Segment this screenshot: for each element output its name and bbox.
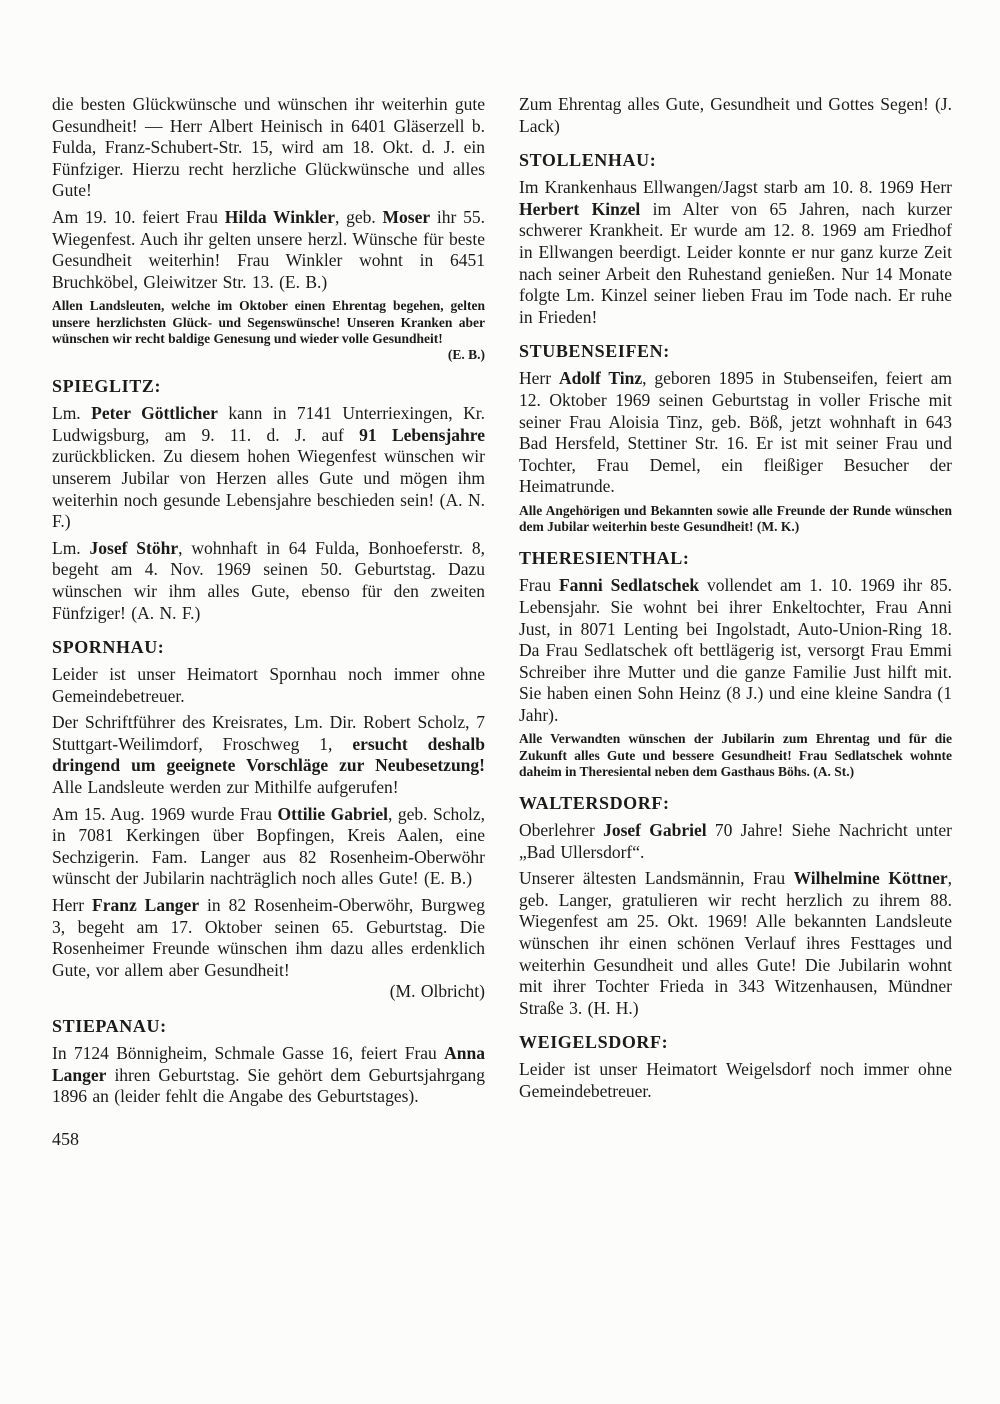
emphasized-name: Franz Langer	[92, 895, 200, 916]
right-column	[519, 94, 952, 1113]
emphasized-name: Hilda Winkler	[224, 206, 335, 227]
section-heading: SPIEGLITZ:	[52, 376, 162, 397]
paragraph: Herr Franz Langer in 82 Rosenheim-Oberwöhr, Burgweg 3, begeht am 17. Oktober seinen 65. Geburtstag. Die Rosenheimer Freunde wünschen ihm dazu alles erdenklich Gute, vor allem aber Gesundheit! (M. Olbricht)	[52, 895, 485, 1002]
paragraph: Unserer ältesten Landsmännin, Frau Wilhelmine Köttner, geb. Langer, gratulieren wir recht herzlich zu ihrem 88. Wiegenfest am 25. Okt. 1969! Alle bekannten Landsleute wünschen ihr einen schönen Verlauf ihres Festtages und weiterhin Gesundheit und alles Gute! Die Jubilarin wohnt mit ihrer Tochter Frieda in 343 Witzenhausen, Mündner Straße 3. (H. H.)	[519, 868, 952, 1018]
emphasized-name: Peter Göttlicher	[91, 403, 218, 424]
paragraph: Der Schriftführer des Kreisrates, Lm. Dir. Robert Scholz, 7 Stuttgart-Weilimdorf, Froschweg 1, ersucht deshalb dringend um geeignete Vorschläge zur Neubesetzung! Alle Landsleute werden zur Mithilfe aufgerufen!	[52, 712, 485, 798]
emphasized-name: 91 Lebensjahre	[359, 424, 485, 445]
fine-print-paragraph: Alle Angehörigen und Bekannten sowie alle Freunde der Runde wünschen dem Jubilar weiterhin beste Gesundheit! (M. K.)	[519, 502, 952, 535]
paragraph: Im Krankenhaus Ellwangen/Jagst starb am 10. 8. 1969 Herr Herbert Kinzel im Alter von 65 Jahren, nach kurzer schwerer Krankheit. Er wurde am 12. 8. 1969 am Friedhof in Ellwangen beerdigt. Leider konnte er nur ganz kurze Zeit nach seiner Arbeit den Ruhestand genießen. Nur 14 Monate folgte Lm. Kinzel seiner lieben Frau im Tode nach. Er ruhe in Frieden!	[519, 177, 952, 327]
left-column	[52, 94, 485, 1113]
emphasized-name: ersucht deshalb dringend um geeignete Vorschläge zur Neubesetzung!	[52, 733, 485, 776]
emphasized-name: Anna Langer	[52, 1043, 485, 1085]
emphasized-name: Wilhelmine Köttner	[793, 868, 948, 889]
section-heading: THERESIENTHAL:	[519, 548, 690, 569]
section-heading: WALTERSDORF:	[519, 793, 670, 814]
emphasized-name: Moser	[382, 206, 431, 227]
paragraph: Frau Fanni Sedlatschek vollendet am 1. 10. 1969 ihr 85. Lebensjahr. Sie wohnt bei ihrer Enkeltochter, Frau Anni Just, in 8071 Lenting bei Ingolstadt, Auto-Union-Ring 18. Da Frau Sedlatschek oft bettlägerig ist, versorgt Frau Emmi Schreiber ihre Mutter und die ganze Familie Just hilft mit. Sie haben einen Sohn Heinz (8 J.) und eine kleine Sandra (1 Jahr).	[519, 575, 952, 725]
fine-print-paragraph: Allen Landsleuten, welche im Oktober einen Ehrentag begehen, gelten unsere herzlichsten Glück- und Segenswünsche! Unseren Kranken aber wünschen wir recht baldige Genesung und wieder volle Gesundheit! (E. B.)	[52, 298, 485, 362]
signature: (M. Olbricht)	[389, 981, 485, 1002]
section-heading: WEIGELSDORF:	[519, 1032, 669, 1053]
emphasized-name: Adolf Tinz	[558, 368, 643, 389]
emphasized-name: Josef Stöhr	[89, 537, 179, 558]
paragraph: Leider ist unser Heimatort Spornhau noch immer ohne Gemeindebetreuer.	[52, 664, 485, 706]
emphasized-name: Josef Gabriel	[603, 820, 707, 841]
paragraph: Lm. Josef Stöhr, wohnhaft in 64 Fulda, Bonhoeferstr. 8, begeht am 4. Nov. 1969 seinen 50. Geburtstag. Dazu wünschen wir ihm alles Gute, ebenso für den zweiten Fünfziger! (A. N. F.)	[52, 537, 485, 623]
paragraph: die besten Glückwünsche und wünschen ihr weiterhin gute Gesundheit! — Herr Albert Heinisch in 6401 Gläserzell b. Fulda, Franz-Schubert-Str. 15, wird am 18. Okt. d. J. ein Fünfziger. Hierzu recht herzliche Glückwünsche und alles Gute!	[52, 94, 485, 201]
section-heading: STUBENSEIFEN:	[519, 341, 670, 362]
paragraph: Herr Adolf Tinz, geboren 1895 in Stubenseifen, feiert am 12. Oktober 1969 seinen Geburtstag in voller Frische mit seiner Frau Aloisia Tinz, geb. Böß, jetzt wohnhaft in 643 Bad Hersfeld, Stettiner Str. 16. Er ist mit seiner Frau und Tochter, Frau Demel, ein fleißiger Besucher der Heimatrunde.	[519, 368, 952, 497]
page-number: 458	[52, 1128, 79, 1149]
signature: (E. B.)	[447, 346, 485, 362]
paragraph: Am 15. Aug. 1969 wurde Frau Ottilie Gabriel, geb. Scholz, in 7081 Kerkingen über Bopfingen, Kreis Aalen, eine Sechzigerin. Fam. Langer aus 82 Rosenheim-Oberwöhr wünscht der Jubilarin nachträglich noch alles Gute! (E. B.)	[52, 803, 485, 889]
section-heading: STIEPANAU:	[52, 1016, 167, 1036]
paragraph: Zum Ehrentag alles Gute, Gesundheit und Gottes Segen! (J. Lack)	[519, 94, 952, 136]
emphasized-name: Herbert Kinzel	[519, 198, 641, 219]
emphasized-name: Fanni Sedlatschek	[558, 575, 700, 596]
paragraph: Oberlehrer Josef Gabriel 70 Jahre! Siehe Nachricht unter „Bad Ullersdorf“.	[519, 820, 952, 862]
paragraph: Leider ist unser Heimatort Weigelsdorf noch immer ohne Gemeindebetreuer.	[519, 1059, 952, 1102]
emphasized-name: Ottilie Gabriel	[277, 803, 388, 824]
section-heading: SPORNHAU:	[52, 637, 165, 658]
paragraph: Am 19. 10. feiert Frau Hilda Winkler, geb. Moser ihr 55. Wiegenfest. Auch ihr gelten unsere herzl. Wünsche für beste Gesundheit weiterhin! Frau Winkler wohnt in 6451 Bruchköbel, Gleiwitzer Str. 13. (E. B.)	[52, 206, 485, 292]
paragraph: Lm. Peter Göttlicher kann in 7141 Unterriexingen, Kr. Ludwigsburg, am 9. 11. d. J. auf 91 Lebensjahre zurückblicken. Zu diesem hohen Wiegenfest wünschen wir unserem Jubilar von Herzen alles Gute und mögen ihm weiterhin noch gesunde Lebensjahre beschieden sein! (A. N. F.)	[52, 403, 486, 532]
paragraph: In 7124 Bönnigheim, Schmale Gasse 16, feiert Frau Anna Langer ihren Geburtstag. Sie gehört dem Geburtsjahrgang 1896 an (leider fehlt die Angabe des Geburtstages).	[52, 1043, 485, 1107]
section-heading: STOLLENHAU:	[519, 150, 657, 171]
fine-print-paragraph: Alle Verwandten wünschen der Jubilarin zum Ehrentag und für die Zukunft alles Gute und bessere Gesundheit! Frau Sedlatschek wohnte daheim in Theresiental neben dem Gasthaus Böhs. (A. St.)	[519, 731, 952, 779]
columns	[52, 94, 950, 1113]
